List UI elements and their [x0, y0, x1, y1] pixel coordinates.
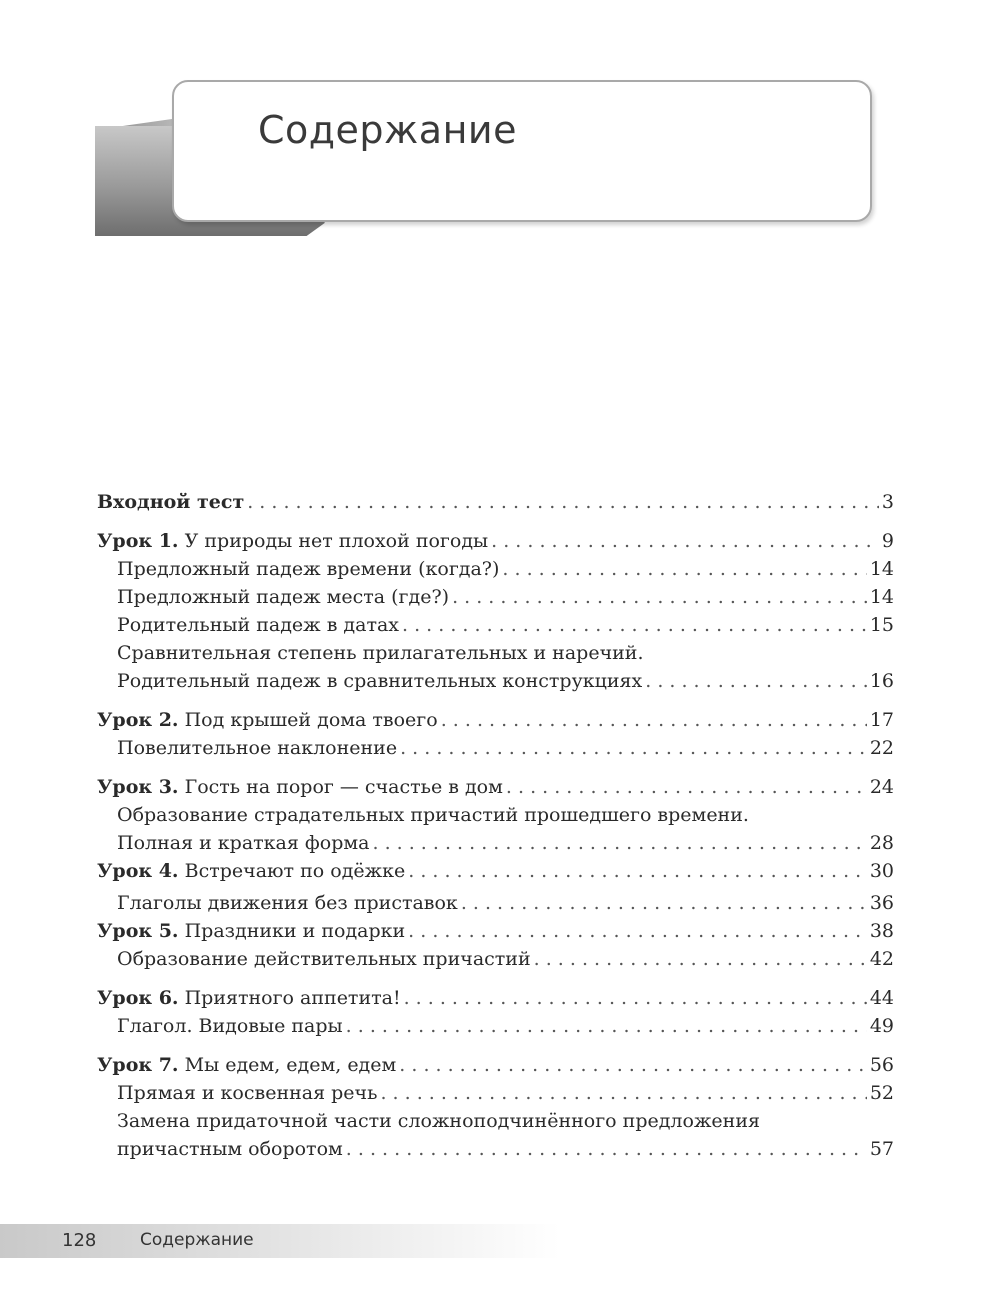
toc-page-number: 42 — [869, 948, 894, 970]
toc-dot-leader — [399, 1051, 867, 1079]
toc-entry-text: Мы едем, едем, едем — [184, 1054, 397, 1076]
toc-page-number: 56 — [869, 1054, 894, 1076]
toc-dot-leader — [402, 611, 867, 639]
toc-page-number: 52 — [869, 1082, 894, 1104]
toc-dot-leader — [461, 889, 867, 917]
toc-entry-text: Приятного аппетита! — [184, 987, 401, 1009]
toc-subentry[interactable] — [97, 611, 894, 639]
toc-entry-title — [97, 706, 438, 734]
toc-lesson-entry[interactable] — [97, 984, 894, 1012]
toc-entry-text: причастным оборотом — [117, 1138, 343, 1160]
toc-entry-text: Повелительное наклонение — [117, 737, 398, 759]
toc-entry-text: Предложный падеж времени (когда?) — [117, 558, 500, 580]
toc-entry-title — [117, 829, 369, 857]
toc-entry-title — [97, 1051, 396, 1079]
toc-page-number: 38 — [869, 920, 894, 942]
toc-entry-text: У природы нет плохой погоды — [184, 530, 489, 552]
toc-page-number: 24 — [869, 776, 894, 798]
footer-page-number: 128 — [62, 1230, 97, 1251]
toc-entry-title — [97, 984, 401, 1012]
toc-page-number: 17 — [869, 709, 894, 731]
toc-subentry[interactable] — [97, 583, 894, 611]
toc-entry-title — [97, 917, 405, 945]
toc-dot-leader — [380, 1079, 866, 1107]
toc-page-number: 57 — [869, 1138, 894, 1160]
toc-entry-text: Глаголы движения без приставок — [117, 892, 458, 914]
toc-entry-text: Под крышей дома твоего — [184, 709, 438, 731]
toc-entry-text: Родительный падеж в датах — [117, 614, 400, 636]
toc-lesson-entry[interactable] — [97, 917, 894, 945]
toc-entry-title — [117, 667, 642, 695]
toc-dot-leader — [247, 488, 879, 516]
toc-dot-leader — [645, 667, 867, 695]
toc-entry-text: Встречают по одёжке — [184, 860, 406, 882]
toc-entry-text: Полная и краткая форма — [117, 832, 370, 854]
toc-lesson-entry[interactable] — [97, 1051, 894, 1079]
toc-page-number: 22 — [869, 737, 894, 759]
toc-subentry[interactable] — [97, 555, 894, 583]
toc-page-number: 30 — [869, 860, 894, 882]
toc-entry-title — [97, 527, 488, 555]
toc-page-number: 49 — [869, 1015, 894, 1037]
toc-dot-leader — [408, 917, 867, 945]
toc-lesson-entry[interactable] — [97, 488, 894, 516]
toc-continuation-line: Образование страдательных причастий прошедшего времени. — [117, 804, 749, 826]
toc-page-number: 15 — [869, 614, 894, 636]
toc-dot-leader — [400, 734, 867, 762]
toc-lesson-entry[interactable] — [97, 857, 894, 885]
toc-subentry[interactable] — [97, 1012, 894, 1040]
toc-subentry[interactable] — [97, 1079, 894, 1107]
toc-lesson-number: Урок 4. — [97, 860, 179, 882]
toc-entry-title — [117, 611, 399, 639]
toc-entry-text: Образование действительных причастий — [117, 948, 531, 970]
toc-dot-leader — [408, 857, 867, 885]
toc-entry-title — [117, 889, 458, 917]
toc-entry-text: Прямая и косвенная речь — [117, 1082, 378, 1104]
table-of-contents — [97, 488, 894, 1163]
toc-page-number: 14 — [869, 586, 894, 608]
toc-subentry[interactable] — [97, 889, 894, 917]
toc-continuation-line: Замена придаточной части сложноподчинённого предложения — [117, 1110, 760, 1132]
toc-dot-leader — [441, 706, 867, 734]
toc-dot-leader — [491, 527, 879, 555]
toc-page-number: 14 — [869, 558, 894, 580]
toc-entry-title — [117, 734, 397, 762]
toc-lesson-number: Урок 5. — [97, 920, 179, 942]
toc-page-number: 36 — [869, 892, 894, 914]
toc-lesson-entry[interactable] — [97, 773, 894, 801]
toc-dot-leader — [372, 829, 866, 857]
toc-subentry[interactable] — [97, 734, 894, 762]
toc-page-number: 3 — [881, 491, 894, 513]
toc-dot-leader — [404, 984, 867, 1012]
toc-entry-title — [117, 945, 531, 973]
toc-entry-text: Родительный падеж в сравнительных конструкциях — [117, 670, 643, 692]
toc-dot-leader — [346, 1012, 867, 1040]
toc-subentry[interactable] — [97, 1135, 894, 1163]
toc-entry-title — [117, 583, 449, 611]
toc-entry-title — [117, 1135, 343, 1163]
toc-lesson-number: Входной тест — [97, 491, 245, 513]
toc-entry-text: Гость на порог — счастье в дом — [184, 776, 503, 798]
toc-page-number: 44 — [869, 987, 894, 1009]
toc-lesson-number: Урок 2. — [97, 709, 179, 731]
toc-entry-text: Праздники и подарки — [184, 920, 406, 942]
toc-lesson-entry[interactable] — [97, 527, 894, 555]
toc-continuation-line: Сравнительная степень прилагательных и наречий. — [117, 642, 644, 664]
toc-entry-text: Предложный падеж места (где?) — [117, 586, 450, 608]
toc-entry-title — [117, 555, 499, 583]
toc-subentry[interactable] — [97, 667, 894, 695]
toc-lesson-number: Урок 1. — [97, 530, 179, 552]
toc-dot-leader — [346, 1135, 867, 1163]
footer-section-label: Содержание — [140, 1230, 254, 1250]
page-title: Содержание — [258, 108, 517, 152]
toc-dot-leader — [452, 583, 867, 611]
toc-subentry[interactable] — [97, 829, 894, 857]
toc-dot-leader — [506, 773, 867, 801]
toc-page-number: 16 — [869, 670, 894, 692]
toc-lesson-entry[interactable] — [97, 706, 894, 734]
toc-entry-text: Глагол. Видовые пары — [117, 1015, 343, 1037]
toc-lesson-number: Урок 6. — [97, 987, 179, 1009]
toc-entry-title — [97, 773, 503, 801]
toc-page-number: 28 — [869, 832, 894, 854]
toc-subentry[interactable] — [97, 945, 894, 973]
toc-page-number: 9 — [881, 530, 894, 552]
toc-entry-title — [97, 488, 244, 516]
toc-dot-leader — [502, 555, 866, 583]
toc-lesson-number: Урок 3. — [97, 776, 179, 798]
toc-entry-title — [97, 857, 405, 885]
toc-entry-title — [117, 1012, 343, 1040]
toc-entry-title — [117, 1079, 377, 1107]
toc-dot-leader — [534, 945, 867, 973]
toc-lesson-number: Урок 7. — [97, 1054, 179, 1076]
